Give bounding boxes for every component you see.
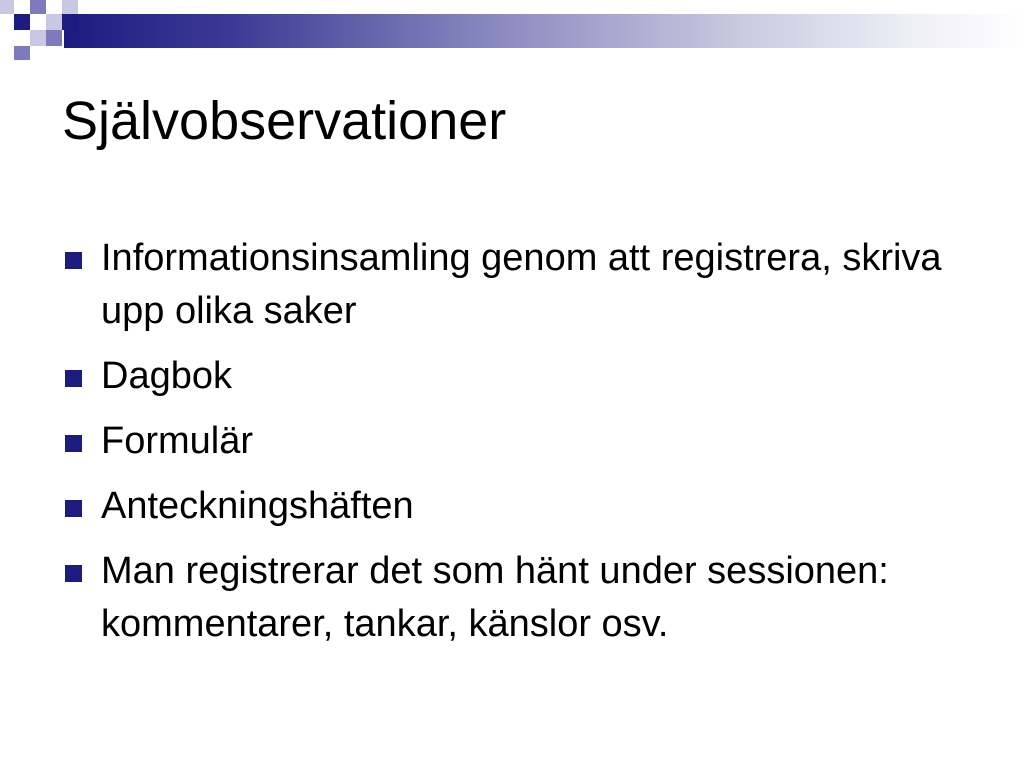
list-item: [62, 415, 962, 468]
header-decoration: [0, 0, 1024, 60]
decor-square: [62, 0, 78, 14]
list-item: [62, 350, 962, 403]
list-item: [62, 545, 962, 651]
decor-square: [46, 30, 62, 46]
bullet-text: Dagbok: [101, 355, 232, 397]
bullet-list: [62, 232, 962, 663]
decor-square: [62, 14, 78, 30]
bullet-text: Man registrerar det som hänt under sessionen: kommentarer, tankar, känslor osv.: [101, 550, 889, 645]
bullet-text: Anteckningshäften: [101, 485, 414, 527]
slide-title: Självobservationer: [62, 91, 507, 151]
decor-square: [14, 14, 30, 30]
decor-square: [30, 0, 46, 14]
bullet-text: Informationsinsamling genom att registrera, skriva upp olika saker: [101, 237, 942, 332]
decor-square: [30, 30, 46, 46]
list-item: [62, 232, 962, 338]
decor-square: [46, 14, 62, 30]
square-bullet-icon: [65, 500, 82, 517]
decor-square: [0, 0, 14, 14]
square-bullet-icon: [65, 565, 82, 582]
decor-square: [14, 46, 30, 60]
header-gradient-bar: [64, 14, 1024, 48]
bullet-text: Formulär: [101, 420, 254, 462]
square-bullet-icon: [65, 435, 82, 452]
square-bullet-icon: [65, 252, 82, 269]
list-item: [62, 480, 962, 533]
square-bullet-icon: [65, 370, 82, 387]
